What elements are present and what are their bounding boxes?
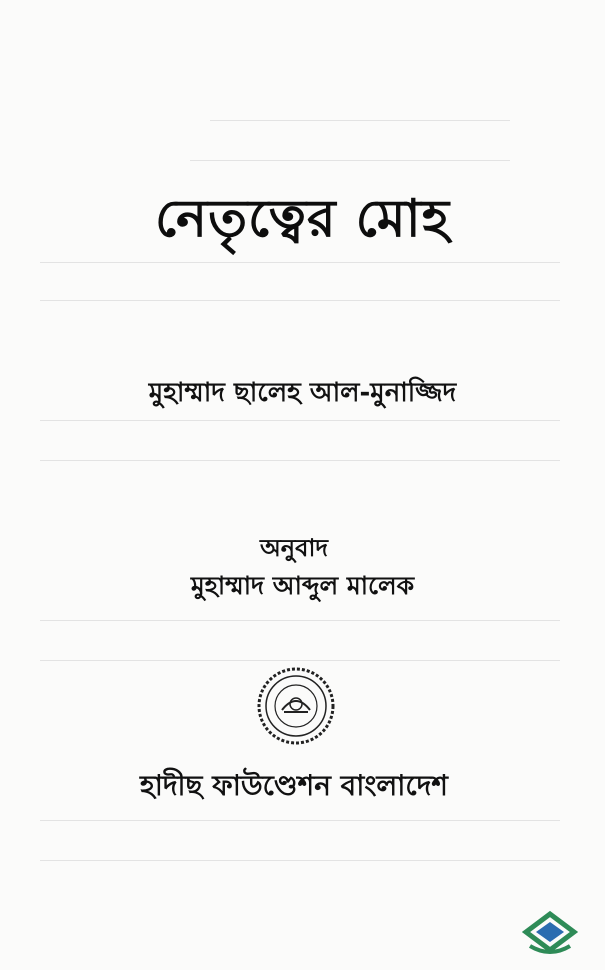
show-through-line — [40, 420, 560, 421]
translation-label: অনুবাদ — [260, 534, 329, 562]
show-through-line — [40, 860, 560, 861]
seal-emblem-icon — [256, 666, 336, 746]
show-through-line — [40, 460, 560, 461]
show-through-line — [40, 300, 560, 301]
show-through-line — [40, 620, 560, 621]
book-emblem-icon — [522, 910, 578, 958]
show-through-line — [40, 820, 560, 821]
author-name: মুহাম্মাদ ছালেহ আল-মুনাজ্জিদ — [148, 378, 457, 408]
publisher-name: হাদীছ ফাউণ্ডেশন বাংলাদেশ — [140, 769, 448, 802]
show-through-line — [190, 160, 510, 161]
translator-name: মুহাম্মাদ আব্দুল মালেক — [190, 571, 415, 600]
book-title: নেতৃত্বের মোহ — [154, 189, 451, 249]
show-through-line — [210, 120, 510, 121]
show-through-line — [40, 660, 560, 661]
